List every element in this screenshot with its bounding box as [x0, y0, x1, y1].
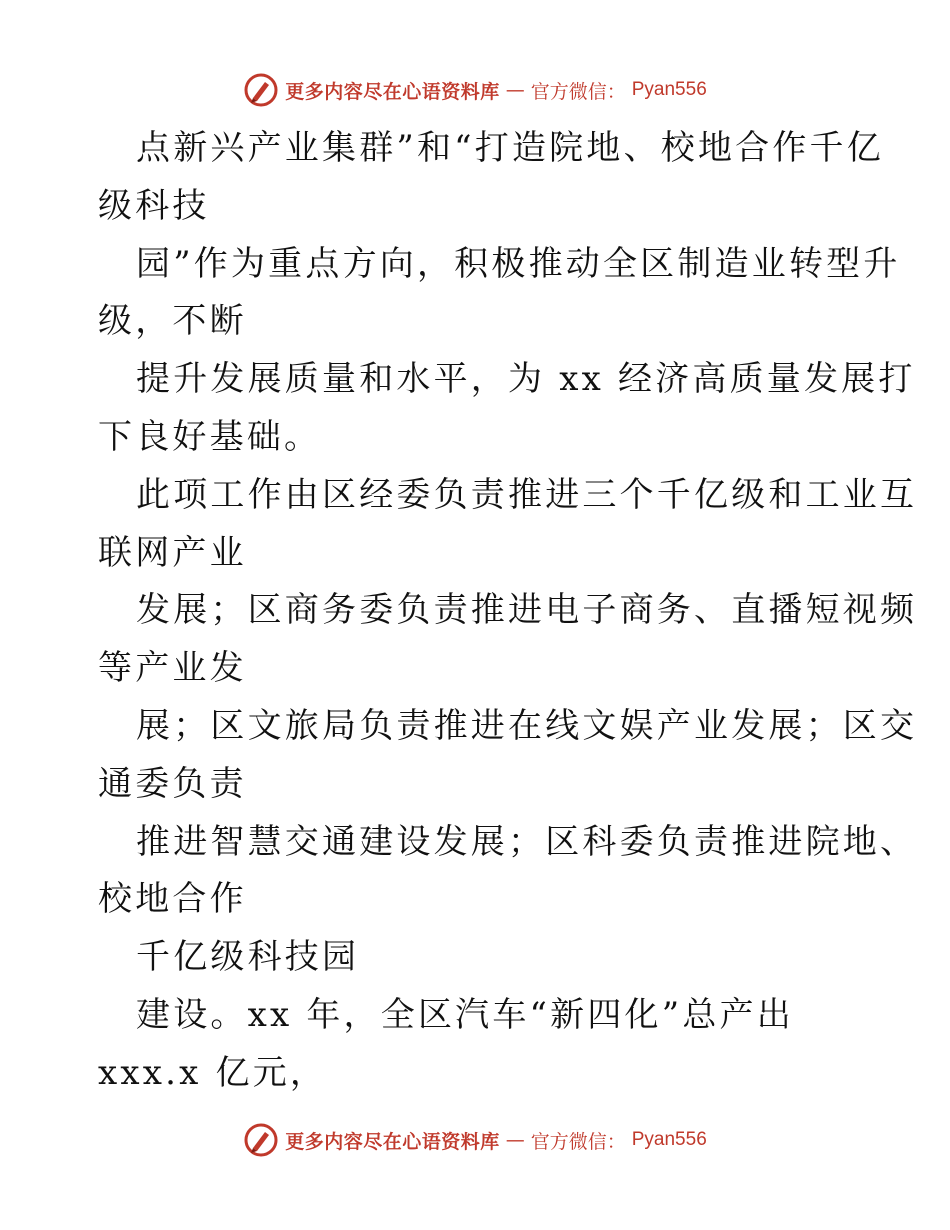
text-line: 等产业发	[98, 648, 247, 689]
text-line: 展；区文旅局负责推进在线文娱产业发展；区交	[136, 705, 918, 746]
pen-logo-icon	[243, 72, 279, 108]
text-line: 提升发展质量和水平，为 xx 经济高质量发展打	[136, 359, 916, 400]
text-line: 推进智慧交通建设发展；区科委负责推进院地、	[136, 821, 918, 862]
watermark-brand: 更多内容尽在心语资料库	[285, 80, 500, 103]
watermark-id: Pyan556	[631, 79, 707, 100]
footer-watermark	[0, 1120, 950, 1160]
text-line: 园”作为重点方向，积极推动全区制造业转型升	[136, 243, 901, 284]
text-line: 建设。xx 年，全区汽车“新四化”总产出	[136, 994, 794, 1035]
pen-logo-icon	[243, 1122, 279, 1158]
text-line: xxx.x 亿元，	[98, 1052, 328, 1093]
text-line: 级科技	[98, 185, 210, 226]
document-body	[98, 120, 918, 1103]
watermark-brand: 更多内容尽在心语资料库	[285, 1130, 500, 1153]
text-line: 校地合作	[98, 879, 247, 920]
text-line: 下良好基础。	[98, 416, 322, 457]
text-line: 联网产业	[98, 532, 247, 573]
watermark-tag: 官方微信：	[530, 80, 626, 103]
watermark-dash: —	[505, 1129, 525, 1151]
header-watermark	[0, 70, 950, 110]
text-line: 通委负责	[98, 763, 247, 804]
watermark-tag: 官方微信：	[530, 1130, 626, 1153]
text-line: 点新兴产业集群”和“打造院地、校地合作千亿	[136, 128, 884, 168]
text-line: 发展；区商务委负责推进电子商务、直播短视频	[136, 590, 918, 631]
watermark-dash: —	[505, 79, 525, 101]
text-line: 千亿级科技园	[136, 937, 360, 978]
text-line: 级，不断	[98, 301, 247, 342]
watermark-id: Pyan556	[631, 1129, 707, 1150]
text-line: 此项工作由区经委负责推进三个千亿级和工业互	[136, 474, 918, 515]
